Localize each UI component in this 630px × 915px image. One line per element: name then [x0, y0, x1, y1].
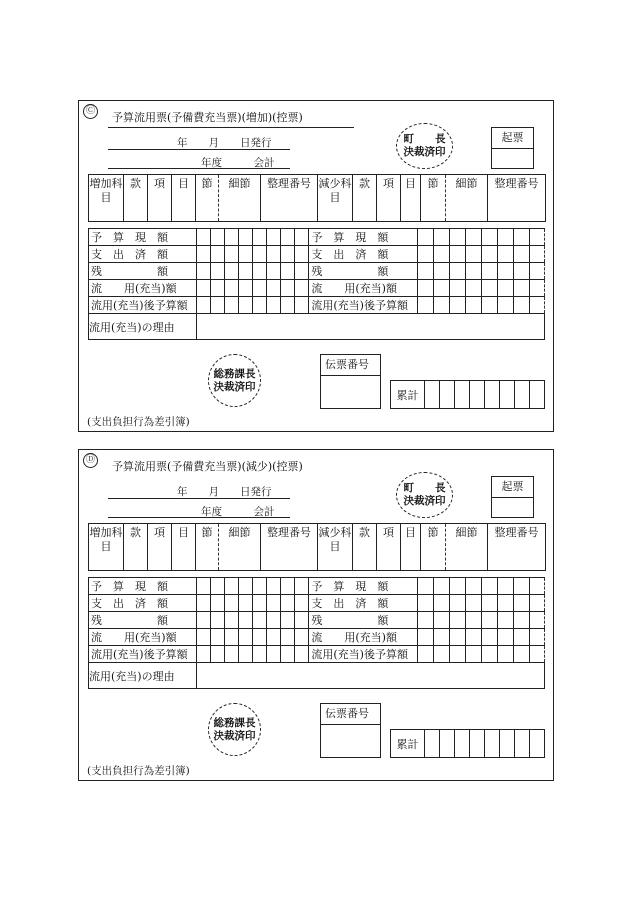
moku-label: 目 [172, 524, 196, 571]
amount-table [88, 228, 545, 340]
post-transfer-budget-label: 流用(充当)後予算額 [89, 646, 197, 663]
amount-digit-cell[interactable] [281, 629, 295, 646]
amount-digit-cell[interactable] [253, 297, 267, 314]
amount-digit-cell[interactable] [239, 629, 253, 646]
kan-label: 款 [124, 175, 148, 222]
amount-digit-cell[interactable] [481, 612, 497, 629]
amount-digit-cell[interactable] [449, 629, 465, 646]
kou-label: 項 [148, 175, 172, 222]
setsu-label: 節 [421, 175, 446, 222]
amount-digit-cell[interactable] [497, 646, 513, 663]
amount-digit-cell[interactable] [417, 612, 433, 629]
decrease-subject-label: 減少科目 [318, 524, 353, 571]
saisetsu-label: 細節 [446, 524, 488, 571]
amount-digit-cell[interactable] [197, 246, 211, 263]
amount-digit-cell[interactable] [211, 297, 225, 314]
date-underline [108, 498, 290, 499]
budget-current-label: 予 算 現 額 [309, 229, 417, 246]
general-affairs-approval-stamp: 総務課長 決裁済印 [208, 354, 261, 407]
amount-digit-cell[interactable] [417, 595, 433, 612]
decrease-subject-label: 減少科目 [318, 175, 353, 222]
amount-digit-cell[interactable] [281, 280, 295, 297]
amount-digit-cell[interactable] [295, 578, 309, 595]
cumulative-label: 累計 [391, 381, 425, 409]
amount-digit-cell[interactable] [197, 578, 211, 595]
amount-digit-cell[interactable] [455, 730, 470, 758]
amount-digit-cell[interactable] [513, 629, 529, 646]
amount-digit-cell[interactable] [513, 229, 529, 246]
amount-digit-cell[interactable] [239, 646, 253, 663]
amount-digit-cell[interactable] [515, 730, 530, 758]
amount-digit-cell[interactable] [529, 612, 544, 629]
amount-digit-cell[interactable] [239, 595, 253, 612]
amount-digit-cell[interactable] [449, 246, 465, 263]
moku-label: 目 [401, 524, 421, 571]
amount-digit-cell[interactable] [295, 595, 309, 612]
amount-digit-cell[interactable] [481, 246, 497, 263]
amount-digit-cell[interactable] [211, 263, 225, 280]
amount-digit-cell[interactable] [481, 595, 497, 612]
title-underline [108, 127, 354, 128]
saisetsu-label: 細節 [219, 524, 261, 571]
amount-digit-cell[interactable] [529, 646, 544, 663]
amount-digit-cell[interactable] [239, 297, 253, 314]
amount-digit-cell[interactable] [281, 578, 295, 595]
amount-digit-cell[interactable] [513, 280, 529, 297]
amount-digit-cell[interactable] [433, 280, 449, 297]
remaining-label: 残 額 [309, 612, 417, 629]
amount-digit-cell[interactable] [417, 263, 433, 280]
amount-digit-cell[interactable] [267, 246, 281, 263]
seiri-number-label: 整理番号 [488, 524, 546, 571]
amount-digit-cell[interactable] [513, 612, 529, 629]
amount-digit-cell[interactable] [465, 612, 481, 629]
seiri-number-label: 整理番号 [261, 175, 318, 222]
kou-label: 項 [377, 524, 401, 571]
amount-digit-cell[interactable] [497, 229, 513, 246]
amount-digit-cell[interactable] [417, 246, 433, 263]
voucher-number-label: 伝票番号 [321, 704, 380, 725]
amount-digit-cell[interactable] [211, 646, 225, 663]
fiscal-year-line: 年度 会計 [201, 157, 275, 169]
amount-digit-cell[interactable] [267, 646, 281, 663]
increase-subject-label: 増加科目 [89, 524, 124, 571]
amount-digit-cell[interactable] [225, 646, 239, 663]
amount-digit-cell[interactable] [497, 629, 513, 646]
amount-digit-cell[interactable] [253, 612, 267, 629]
post-transfer-budget-label: 流用(充当)後予算額 [309, 297, 417, 314]
voucher-number-box [320, 703, 381, 758]
amount-digit-cell[interactable] [433, 646, 449, 663]
amount-digit-cell[interactable] [253, 246, 267, 263]
amount-digit-cell[interactable] [449, 263, 465, 280]
mayor-approval-stamp: 町 長 決裁済印 [396, 123, 453, 169]
amount-digit-cell[interactable] [253, 595, 267, 612]
amount-digit-cell[interactable] [253, 280, 267, 297]
fiscal-year-line: 年度 会計 [201, 506, 275, 518]
amount-digit-cell[interactable] [197, 612, 211, 629]
amount-digit-cell[interactable] [470, 730, 485, 758]
form-title: 予算流用票(予備費充当票)(増加)(控票) [112, 111, 303, 124]
amount-digit-cell[interactable] [513, 646, 529, 663]
amount-digit-cell[interactable] [513, 595, 529, 612]
transfer-amount-label: 流 用(充当)額 [309, 280, 417, 297]
amount-digit-cell[interactable] [225, 246, 239, 263]
amount-digit-cell[interactable] [197, 229, 211, 246]
amount-digit-cell[interactable] [440, 381, 455, 409]
amount-digit-cell[interactable] [481, 280, 497, 297]
amount-digit-cell[interactable] [481, 629, 497, 646]
amount-digit-cell[interactable] [295, 646, 309, 663]
amount-digit-cell[interactable] [449, 578, 465, 595]
mayor-approval-stamp: 町 長 決裁済印 [396, 472, 453, 518]
moku-label: 目 [172, 175, 196, 222]
remaining-label: 残 額 [89, 263, 197, 280]
saisetsu-label: 細節 [446, 175, 488, 222]
amount-digit-cell[interactable] [239, 263, 253, 280]
amount-digit-cell[interactable] [513, 578, 529, 595]
seiri-number-label: 整理番号 [488, 175, 546, 222]
amount-digit-cell[interactable] [295, 263, 309, 280]
voucher-number-label: 伝票番号 [321, 355, 380, 376]
footer-note: (支出負担行為差引簿) [87, 416, 190, 428]
amount-digit-cell[interactable] [481, 229, 497, 246]
amount-digit-cell[interactable] [481, 578, 497, 595]
kou-label: 項 [148, 524, 172, 571]
cumulative-table [390, 380, 545, 409]
expended-label: 支 出 済 額 [309, 595, 417, 612]
amount-digit-cell[interactable] [433, 578, 449, 595]
amount-digit-cell[interactable] [239, 578, 253, 595]
amount-digit-cell[interactable] [253, 646, 267, 663]
setsu-label: 節 [196, 175, 219, 222]
amount-digit-cell[interactable] [225, 297, 239, 314]
amount-digit-cell[interactable] [281, 297, 295, 314]
transfer-amount-label: 流 用(充当)額 [89, 280, 197, 297]
amount-digit-cell[interactable] [433, 297, 449, 314]
date-underline [108, 149, 290, 150]
setsu-label: 節 [421, 524, 446, 571]
amount-digit-cell[interactable] [197, 263, 211, 280]
kihyo-label: 起票 [492, 128, 533, 149]
amount-digit-cell[interactable] [253, 578, 267, 595]
amount-digit-cell[interactable] [281, 595, 295, 612]
amount-digit-cell[interactable] [529, 229, 544, 246]
transfer-reason-field[interactable] [197, 663, 545, 689]
amount-digit-cell[interactable] [449, 612, 465, 629]
amount-digit-cell[interactable] [529, 595, 544, 612]
amount-digit-cell[interactable] [417, 578, 433, 595]
amount-digit-cell[interactable] [267, 578, 281, 595]
amount-digit-cell[interactable] [465, 629, 481, 646]
form-letter: Ⓓ [83, 453, 98, 468]
amount-digit-cell[interactable] [225, 229, 239, 246]
amount-digit-cell[interactable] [253, 263, 267, 280]
amount-digit-cell[interactable] [470, 381, 485, 409]
budget-current-label: 予 算 現 額 [309, 578, 417, 595]
amount-digit-cell[interactable] [281, 246, 295, 263]
amount-digit-cell[interactable] [465, 229, 481, 246]
amount-digit-cell[interactable] [433, 629, 449, 646]
amount-digit-cell[interactable] [513, 297, 529, 314]
amount-digit-cell[interactable] [530, 381, 545, 409]
amount-digit-cell[interactable] [497, 263, 513, 280]
amount-digit-cell[interactable] [529, 297, 544, 314]
amount-digit-cell[interactable] [197, 280, 211, 297]
amount-digit-cell[interactable] [281, 229, 295, 246]
amount-digit-cell[interactable] [211, 280, 225, 297]
amount-digit-cell[interactable] [225, 595, 239, 612]
amount-digit-cell[interactable] [465, 297, 481, 314]
transfer-reason-field[interactable] [197, 314, 545, 340]
amount-digit-cell[interactable] [417, 629, 433, 646]
amount-digit-cell[interactable] [449, 595, 465, 612]
amount-digit-cell[interactable] [529, 246, 544, 263]
amount-digit-cell[interactable] [295, 229, 309, 246]
amount-digit-cell[interactable] [497, 578, 513, 595]
amount-digit-cell[interactable] [513, 263, 529, 280]
amount-digit-cell[interactable] [529, 280, 544, 297]
remaining-label: 残 額 [309, 263, 417, 280]
expended-label: 支 出 済 額 [309, 246, 417, 263]
expended-label: 支 出 済 額 [89, 246, 197, 263]
kihyo-box [491, 127, 534, 169]
amount-digit-cell[interactable] [295, 297, 309, 314]
post-transfer-budget-label: 流用(充当)後予算額 [309, 646, 417, 663]
amount-digit-cell[interactable] [449, 280, 465, 297]
amount-digit-cell[interactable] [417, 229, 433, 246]
amount-digit-cell[interactable] [449, 297, 465, 314]
amount-digit-cell[interactable] [529, 263, 544, 280]
transfer-reason-label: 流用(充当)の理由 [89, 663, 197, 689]
footer-note: (支出負担行為差引簿) [87, 765, 190, 777]
amount-digit-cell[interactable] [281, 263, 295, 280]
transfer-amount-label: 流 用(充当)額 [89, 629, 197, 646]
amount-digit-cell[interactable] [295, 246, 309, 263]
amount-digit-cell[interactable] [433, 246, 449, 263]
amount-digit-cell[interactable] [465, 263, 481, 280]
kan-label: 款 [353, 524, 377, 571]
amount-digit-cell[interactable] [417, 280, 433, 297]
amount-digit-cell[interactable] [513, 246, 529, 263]
amount-digit-cell[interactable] [485, 381, 500, 409]
issue-date-line: 年 月 日発行 [177, 486, 272, 498]
amount-digit-cell[interactable] [295, 629, 309, 646]
budget-current-label: 予 算 現 額 [89, 578, 197, 595]
amount-digit-cell[interactable] [253, 629, 267, 646]
moku-label: 目 [401, 175, 421, 222]
amount-digit-cell[interactable] [530, 730, 545, 758]
transfer-reason-label: 流用(充当)の理由 [89, 314, 197, 340]
amount-digit-cell[interactable] [497, 280, 513, 297]
amount-digit-cell[interactable] [433, 612, 449, 629]
amount-digit-cell[interactable] [485, 730, 500, 758]
amount-digit-cell[interactable] [225, 263, 239, 280]
voucher-number-box [320, 354, 381, 409]
amount-digit-cell[interactable] [197, 595, 211, 612]
amount-digit-cell[interactable] [225, 578, 239, 595]
amount-digit-cell[interactable] [497, 246, 513, 263]
subject-header-table [88, 523, 546, 571]
amount-digit-cell[interactable] [529, 578, 544, 595]
cumulative-label: 累計 [391, 730, 425, 758]
budget-current-label: 予 算 現 額 [89, 229, 197, 246]
amount-digit-cell[interactable] [197, 646, 211, 663]
post-transfer-budget-label: 流用(充当)後予算額 [89, 297, 197, 314]
transfer-amount-label: 流 用(充当)額 [309, 629, 417, 646]
amount-digit-cell[interactable] [417, 297, 433, 314]
amount-digit-cell[interactable] [417, 646, 433, 663]
amount-digit-cell[interactable] [433, 595, 449, 612]
saisetsu-label: 細節 [219, 175, 261, 222]
amount-digit-cell[interactable] [267, 629, 281, 646]
amount-digit-cell[interactable] [225, 280, 239, 297]
amount-digit-cell[interactable] [267, 229, 281, 246]
amount-digit-cell[interactable] [500, 730, 515, 758]
amount-digit-cell[interactable] [281, 612, 295, 629]
kou-label: 項 [377, 175, 401, 222]
seiri-number-label: 整理番号 [261, 524, 318, 571]
amount-digit-cell[interactable] [465, 246, 481, 263]
amount-digit-cell[interactable] [253, 229, 267, 246]
amount-table [88, 577, 545, 689]
amount-digit-cell[interactable] [211, 229, 225, 246]
amount-digit-cell[interactable] [211, 612, 225, 629]
remaining-label: 残 額 [89, 612, 197, 629]
amount-digit-cell[interactable] [500, 381, 515, 409]
amount-digit-cell[interactable] [440, 730, 455, 758]
amount-digit-cell[interactable] [465, 578, 481, 595]
amount-digit-cell[interactable] [481, 297, 497, 314]
amount-digit-cell[interactable] [267, 612, 281, 629]
amount-digit-cell[interactable] [295, 280, 309, 297]
increase-subject-label: 増加科目 [89, 175, 124, 222]
amount-digit-cell[interactable] [197, 297, 211, 314]
amount-digit-cell[interactable] [433, 229, 449, 246]
kan-label: 款 [353, 175, 377, 222]
amount-digit-cell[interactable] [481, 263, 497, 280]
kan-label: 款 [124, 524, 148, 571]
form-letter: Ⓒ [83, 104, 98, 119]
fiscal-underline [108, 517, 290, 518]
cumulative-table [390, 729, 545, 758]
amount-digit-cell[interactable] [239, 280, 253, 297]
general-affairs-approval-stamp: 総務課長 決裁済印 [208, 703, 261, 756]
amount-digit-cell[interactable] [239, 612, 253, 629]
amount-digit-cell[interactable] [239, 229, 253, 246]
amount-digit-cell[interactable] [225, 629, 239, 646]
amount-digit-cell[interactable] [455, 381, 470, 409]
amount-digit-cell[interactable] [197, 629, 211, 646]
form-c [78, 100, 554, 432]
amount-digit-cell[interactable] [465, 280, 481, 297]
amount-digit-cell[interactable] [449, 229, 465, 246]
amount-digit-cell[interactable] [211, 595, 225, 612]
amount-digit-cell[interactable] [211, 578, 225, 595]
amount-digit-cell[interactable] [225, 612, 239, 629]
amount-digit-cell[interactable] [515, 381, 530, 409]
amount-digit-cell[interactable] [425, 730, 440, 758]
amount-digit-cell[interactable] [267, 297, 281, 314]
form-title: 予算流用票(予備費充当票)(減少)(控票) [112, 460, 303, 473]
amount-digit-cell[interactable] [529, 629, 544, 646]
amount-digit-cell[interactable] [281, 646, 295, 663]
amount-digit-cell[interactable] [211, 246, 225, 263]
amount-digit-cell[interactable] [481, 646, 497, 663]
amount-digit-cell[interactable] [465, 595, 481, 612]
amount-digit-cell[interactable] [497, 612, 513, 629]
amount-digit-cell[interactable] [267, 595, 281, 612]
amount-digit-cell[interactable] [465, 646, 481, 663]
amount-digit-cell[interactable] [211, 629, 225, 646]
issue-date-line: 年 月 日発行 [177, 137, 272, 149]
form-d [78, 449, 554, 781]
subject-header-table [88, 174, 546, 222]
amount-digit-cell[interactable] [239, 246, 253, 263]
amount-digit-cell[interactable] [497, 297, 513, 314]
amount-digit-cell[interactable] [449, 646, 465, 663]
amount-digit-cell[interactable] [295, 612, 309, 629]
fiscal-underline [108, 168, 290, 169]
kihyo-box [491, 476, 534, 518]
kihyo-label: 起票 [492, 477, 533, 498]
setsu-label: 節 [196, 524, 219, 571]
amount-digit-cell[interactable] [267, 280, 281, 297]
amount-digit-cell[interactable] [497, 595, 513, 612]
amount-digit-cell[interactable] [267, 263, 281, 280]
amount-digit-cell[interactable] [433, 263, 449, 280]
expended-label: 支 出 済 額 [89, 595, 197, 612]
amount-digit-cell[interactable] [425, 381, 440, 409]
